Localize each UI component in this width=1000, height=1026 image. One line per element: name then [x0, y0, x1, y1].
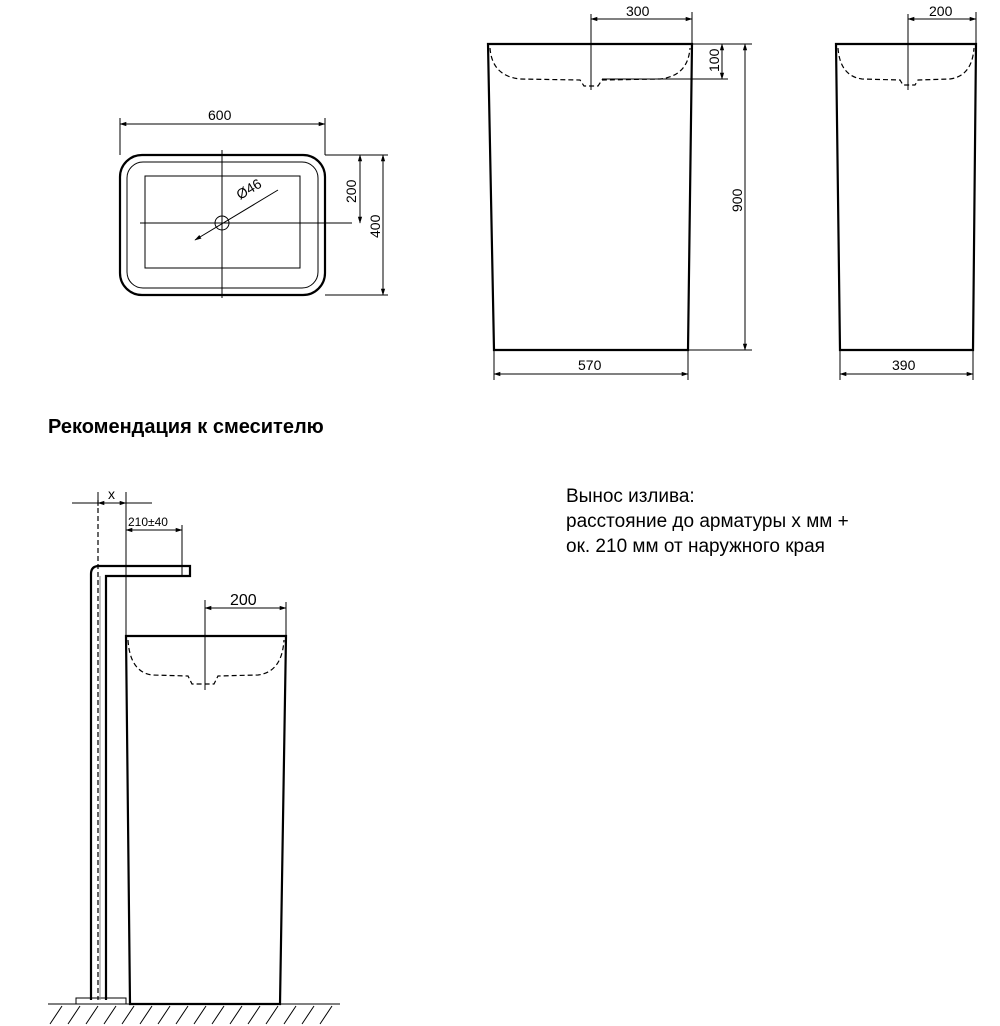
width-label: 600: [208, 107, 232, 123]
side-bowl-profile: [838, 48, 974, 85]
bowl-depth-label: 100: [706, 48, 722, 72]
note-line: ок. 210 мм от наружного края: [566, 536, 825, 557]
mixer-section-view: [48, 486, 340, 1024]
note-line: Вынос излива:: [566, 486, 695, 507]
spout-span-label: 300: [626, 3, 650, 19]
base-width-label: 570: [578, 357, 602, 373]
height-label: 900: [729, 188, 745, 212]
depth-label: 400: [367, 214, 383, 238]
note-line: расстояние до арматуры x мм +: [566, 511, 849, 532]
drain-leader: [195, 190, 278, 240]
floor-mixer: [91, 566, 190, 1000]
front-view: [488, 3, 752, 380]
bowl-profile: [490, 48, 690, 86]
side-offset-label: 200: [929, 3, 953, 19]
side-base-width-label: 390: [892, 357, 916, 373]
mixer-base-plate: [76, 998, 126, 1004]
mixer-recommendation-heading: Рекомендация к смесителю: [48, 416, 324, 438]
top-view: [120, 107, 388, 298]
basin-bowl-profile: [128, 640, 284, 684]
offset-label: 200: [343, 179, 359, 203]
side-view: [836, 3, 976, 380]
floor-hatching: [50, 1006, 332, 1024]
pedestal-outline: [488, 44, 692, 350]
spout-reach-note: [566, 484, 849, 559]
basin-profile: [126, 636, 286, 1004]
offset-label: 200: [230, 592, 257, 609]
side-pedestal-outline: [836, 44, 976, 350]
x-label: x: [108, 486, 115, 502]
reach-label: 210±40: [128, 515, 168, 529]
drain-diameter-label: Ø46: [233, 175, 265, 203]
